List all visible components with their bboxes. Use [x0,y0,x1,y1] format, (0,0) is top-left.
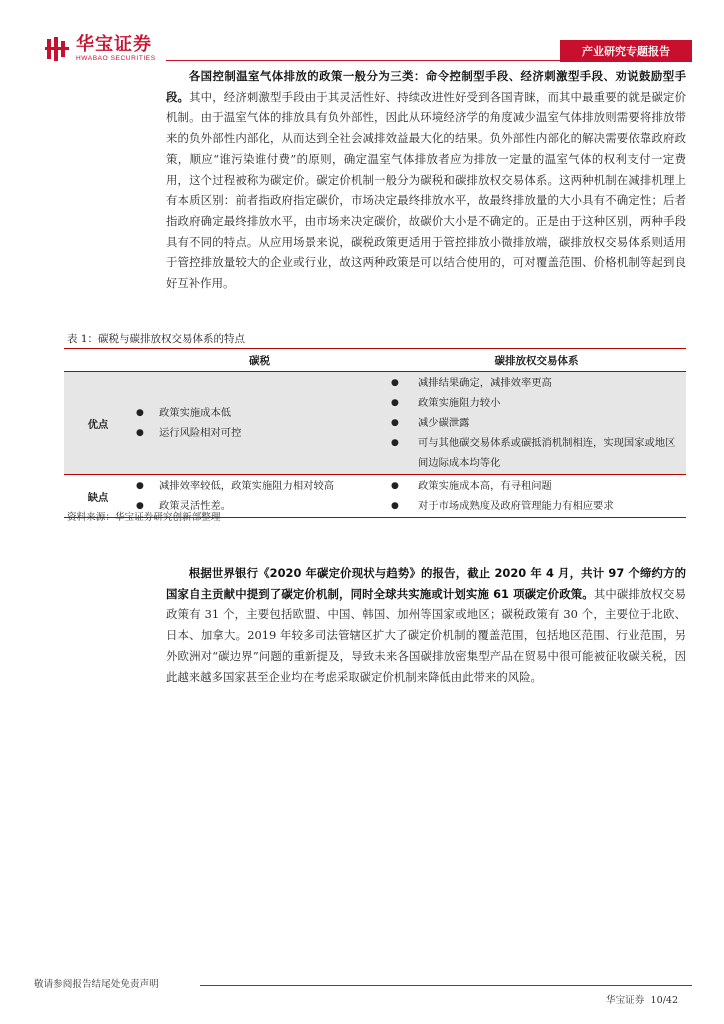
bullet-icon: ● [391,438,399,448]
company-logo [44,36,156,63]
bullet-icon: ● [391,378,399,388]
table-header-empty [64,349,132,372]
footer-company: 华宝证券 [606,995,645,1006]
bullet-icon: ● [136,501,144,511]
bullet-icon: ● [136,408,144,418]
footer-page-info [606,992,678,1006]
bullet-icon: ● [391,481,399,491]
table-header-carbon-tax: 碳税 [132,349,387,372]
row-label-disadvantages: 缺点 [64,475,132,518]
paragraph-lead-sentence: 根据世界银行《2020 年碳定价现状与趋势》的报告，截止 2020 年 4 月，共计 97 个缔约方的国家自主贡献中提到了碳定价机制，同时全球共实施或计划实施 61 项碳定价政策。 [166,566,686,601]
comparison-table [64,349,686,518]
bullet-icon: ● [136,481,144,491]
list-item: ● 对于市场成熟度及政府管理能力有相应要求 [388,496,685,516]
list-item: ● 可与其他碳交易体系或碳抵消机制相连，实现国家或地区间边际成本均等化 [388,433,685,473]
page-number: 10/42 [650,995,679,1006]
list-item: ● 政策实施成本低 [133,403,386,423]
paragraph-carbon-pricing-policies [166,66,686,294]
bullet-icon: ● [391,501,399,511]
advantages-ets [387,372,686,475]
list-item: ● 政策实施阻力较小 [388,393,685,413]
bullet-icon: ● [391,398,399,408]
disadvantages-ets [387,475,686,518]
list-item: ● 政策灵活性差。 [133,496,386,516]
table-header-ets: 碳排放权交易体系 [387,349,686,372]
bullet-icon: ● [391,418,399,428]
list-item: ● 政策实施成本高，有寻租问题 [388,476,685,496]
footer-disclaimer: 敬请参阅报告结尾处免责声明 [34,979,159,990]
table-header-row [64,349,686,372]
logo-english-name: HWABAO SECURITIES [76,55,156,62]
paragraph-world-bank-report [166,563,686,687]
footer-divider [200,985,692,986]
logo-chinese-name: 华宝证券 [76,34,152,55]
table-title: 表 1：碳税与碳排放权交易体系的特点 [67,333,246,345]
page-header [0,0,724,70]
row-label-advantages: 优点 [64,372,132,475]
paragraph-body: 其中碳排放权交易政策有 31 个，主要包括欧盟、中国、韩国、加州等国家或地区；碳税政策有 30 个，主要位于北欧、日本、加拿大。2019 年较多司法管辖区扩大了碳定价机制的覆盖范围，包括地区范围、行业范围，另外欧洲对“碳边界”问题的重新提及，导致未来各国碳排放密集型产品在贸易中很可能被征收碳关税，因此越来越多国家甚至企业均在考虑采取碳定价机制来降低由此带来的风险。 [166,586,686,684]
paragraph-lead-sentence: 各国控制温室气体排放的政策一般分为三类：命令控制型手段、经济刺激型手段、劝说鼓励型手段。 [166,69,686,104]
table-source-note: 资料来源：华宝证券研究创新部整理 [67,512,221,523]
hwabao-logo-icon [44,36,70,62]
paragraph-body: 其中，经济刺激型手段由于其灵活性好、持续改进性好受到各国青睐，而其中最重要的就是碳定价机制。由于温室气体的排放具有负外部性，因此从环境经济学的角度减少温室气体排放则需要将排放带来的负外部性内部化，从而达到全社会减排效益最大化的结果。负外部性内部化的解决需要依靠政府政策，顺应“谁污染谁付费”的原则，确定温室气体排放者应为排放一定量的温室气体的权利支付一定费用，这个过程被称为碳定价。碳定价机制一般分为碳税和碳排放权交易体系。这两种机制在减排机理上有本质区别：前者指政府指定碳价，市场决定最终排放水平，故最终排放量的大小具有不确定性；后者指政府确定最终排放水平，由市场来决定碳价，故碳价大小是不确定的。正是由于这种区别，两种手段具有不同的特点。从应用场景来说，碳税政策更适用于管控排放小微排放端，碳排放权交易体系则适用于管控排放量较大的企业或行业，故这两种政策是可以结合使用的，可对覆盖范围、价格机制等起到良好互补作用。 [166,89,686,291]
report-type-badge: 产业研究专题报告 [560,40,692,62]
bullet-icon: ● [136,428,144,438]
header-divider [166,60,560,61]
list-item: ● 运行风险相对可控 [133,423,386,443]
advantages-carbon-tax [132,372,387,475]
list-item: ● 减排结果确定，减排效率更高 [388,373,685,393]
list-item: ● 减排效率较低，政策实施阻力相对较高 [133,476,386,496]
list-item: ● 减少碳泄露 [388,413,685,433]
table-row-advantages [64,372,686,475]
